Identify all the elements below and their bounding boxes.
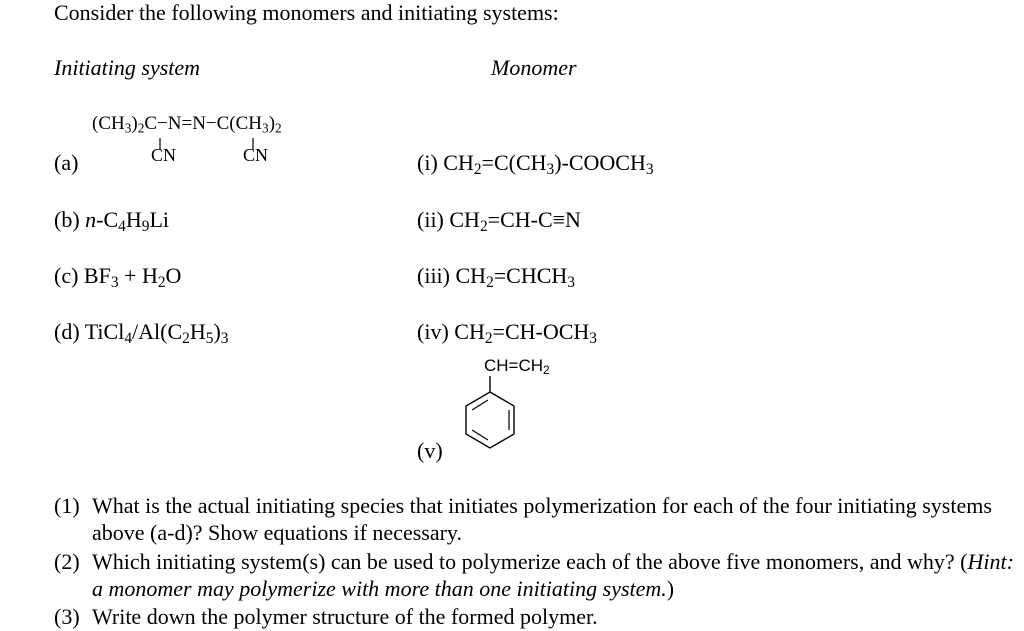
styrene-vinyl-group: $CH=CH_2$	[484, 356, 550, 377]
benzene-ring-icon	[456, 372, 526, 462]
initiator-a-structure: $(CH_3)_2C-N=N-C(CH_3)_2$	[92, 113, 282, 136]
monomer-i: (i) $CH_2=C(CH_3)-COOCH_3$	[417, 150, 654, 178]
initiator-b: (b) $n-C_4H_9Li$	[54, 207, 170, 235]
monomer-ii: (ii) $CH_2=CH-C\equiv N$	[417, 207, 581, 235]
azo-cn-right: CN	[243, 145, 269, 165]
monomer-iv: (iv) $CH_2=CH-OCH_3$	[417, 319, 597, 347]
azo-cn-left: CN	[151, 145, 177, 165]
initiator-c: (c) $BF_3 + H_2O$	[54, 263, 182, 291]
monomer-iii: (iii) $CH_2=CHCH_3$	[417, 263, 575, 291]
header-initiating-system: Initiating system	[54, 55, 201, 80]
monomer-v-label: (v)	[417, 438, 443, 463]
initiator-d: (d) $TiCl_4/Al(C_2H_5)_3$	[54, 319, 229, 347]
header-monomer: Monomer	[491, 55, 577, 80]
initiator-a-label: (a)	[54, 150, 79, 175]
intro-text: Consider the following monomers and initiating systems:	[54, 0, 559, 25]
